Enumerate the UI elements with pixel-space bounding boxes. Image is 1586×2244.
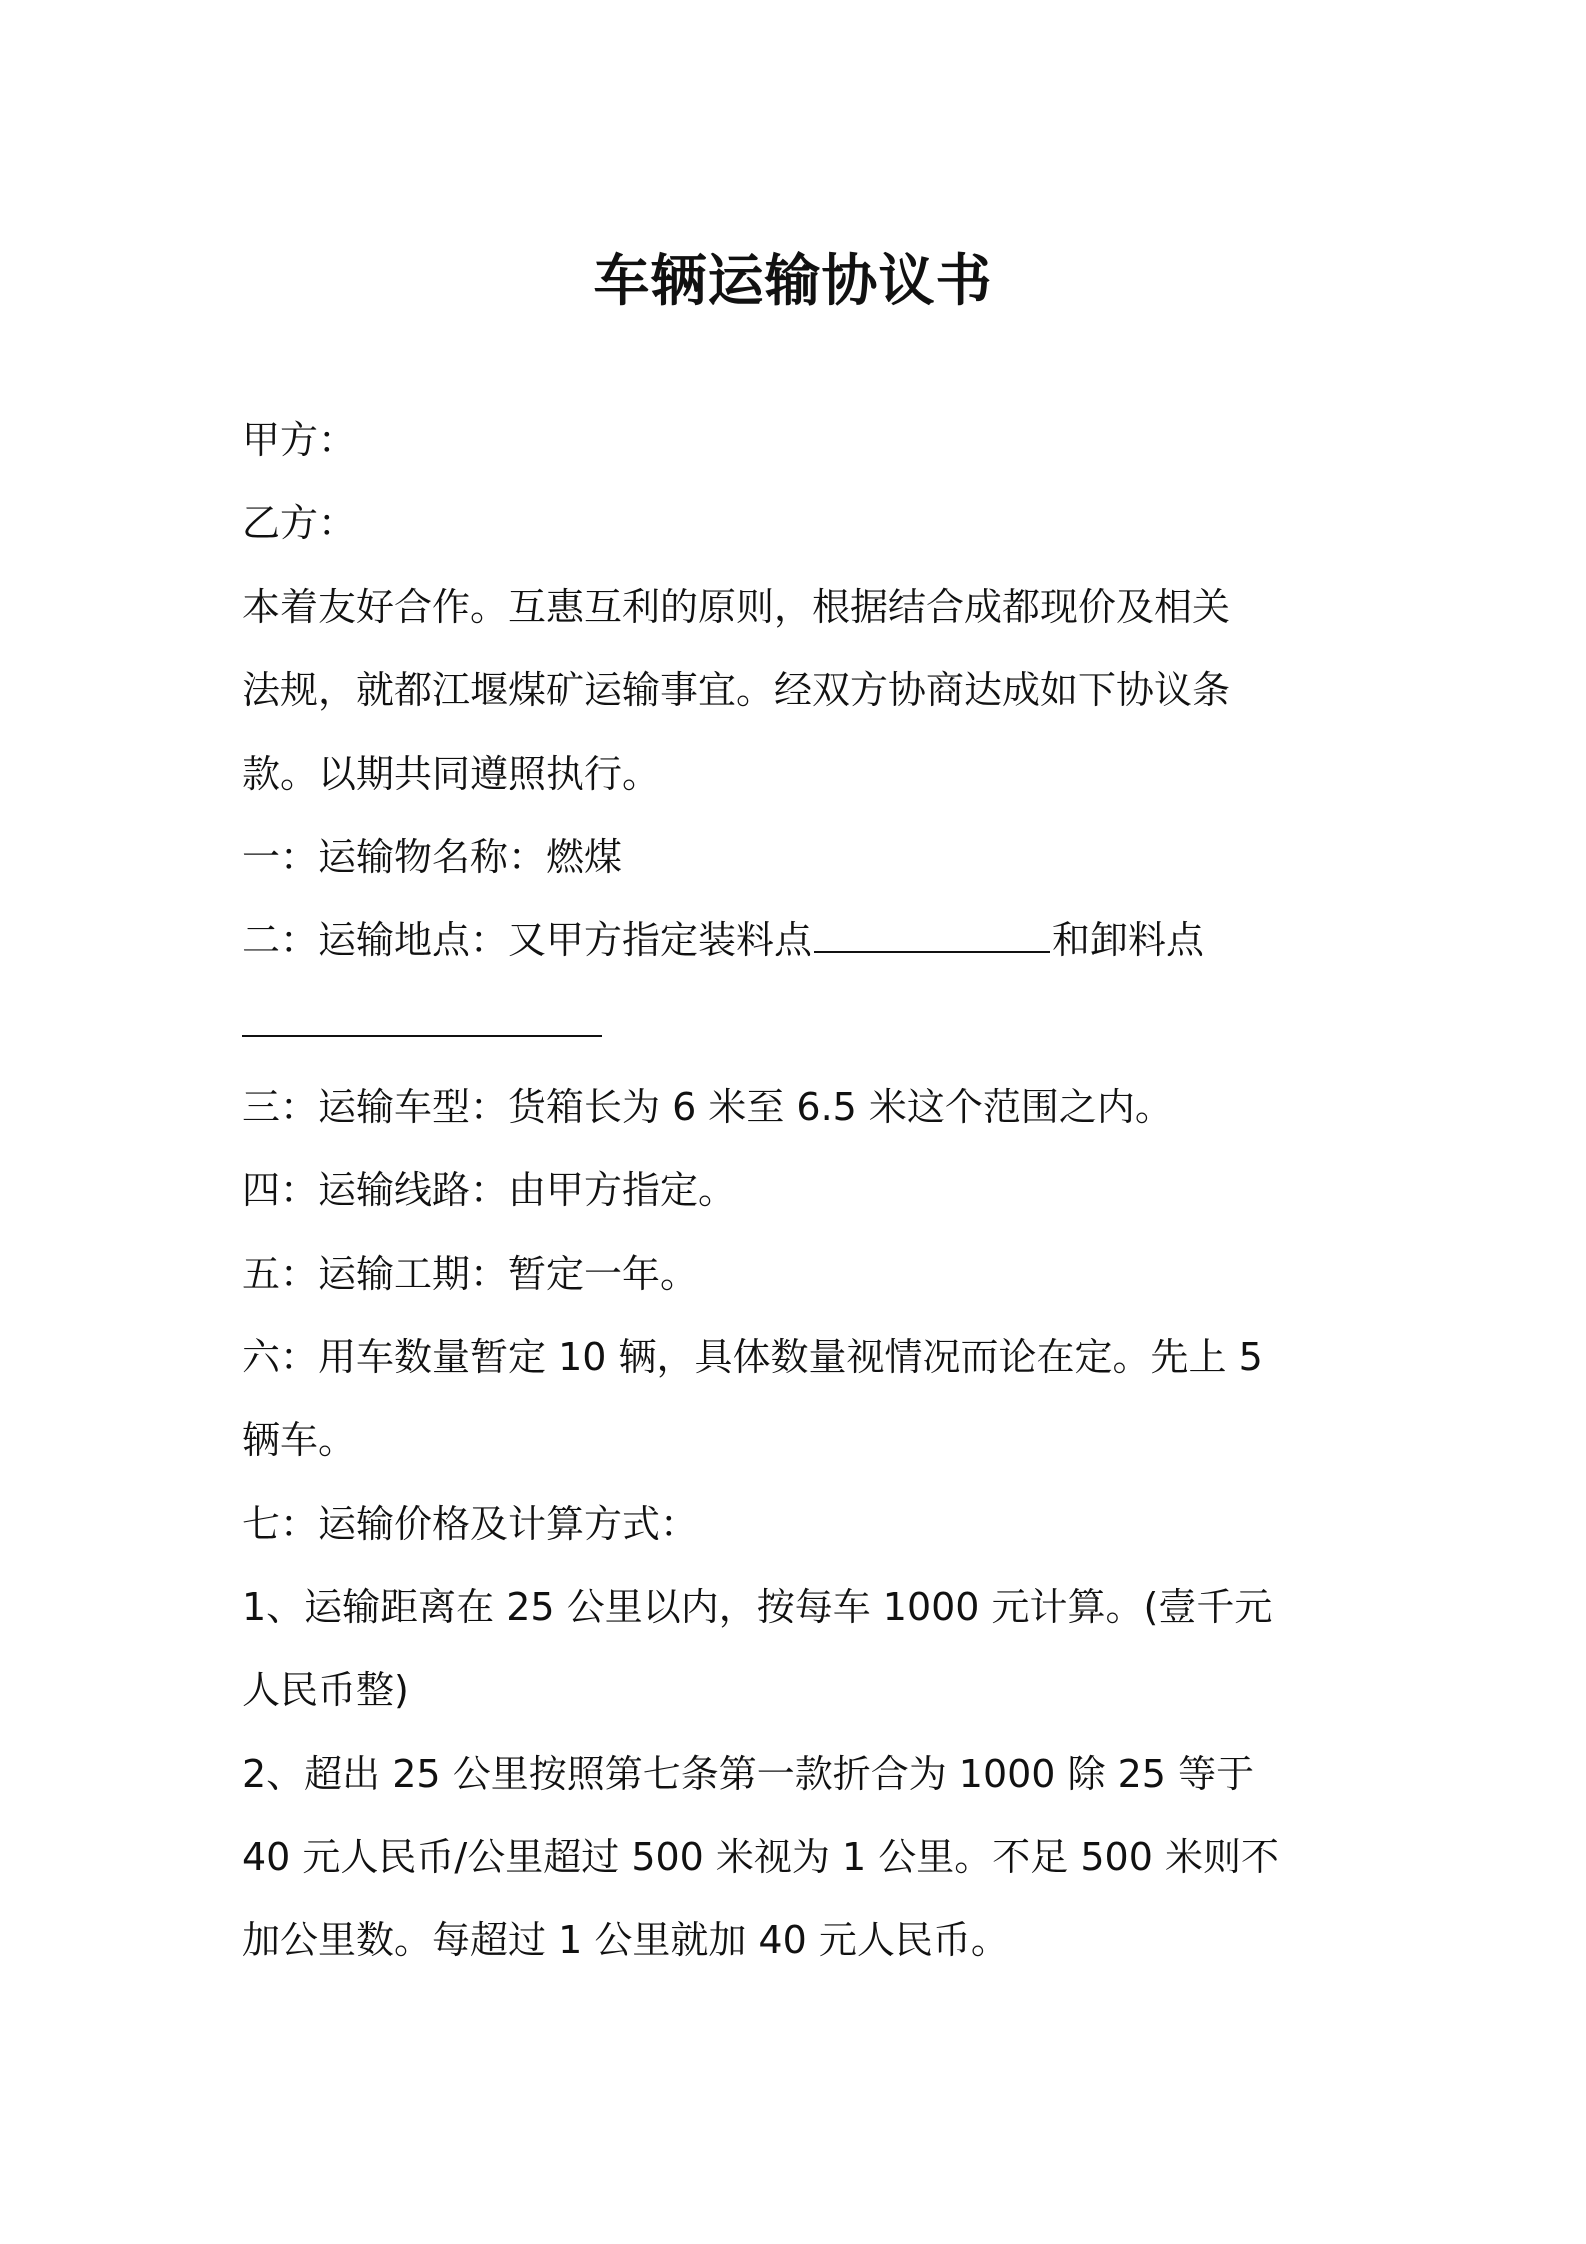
clause-1: 一：运输物名称：燃煤 <box>242 835 623 879</box>
clause-2-continuation <box>242 1002 1362 1048</box>
preamble-line: 本着友好合作。互惠互利的原则，根据结合成都现价及相关 <box>242 585 1231 629</box>
item-1-line: 人民币整) <box>242 1668 409 1712</box>
clause-5: 五：运输工期：暂定一年。 <box>242 1252 699 1296</box>
item-1-line: 1、运输距离在 25 公里以内，按每车 1000 元计算。(壹千元 <box>242 1585 1273 1629</box>
item-2-line: 40 元人民币/公里超过 500 米视为 1 公里。不足 500 米则不 <box>242 1835 1279 1879</box>
preamble-line: 法规，就都江堰煤矿运输事宜。经双方协商达成如下协议条 <box>242 668 1231 712</box>
clause-6-line: 辆车。 <box>242 1418 357 1462</box>
document-title: 车辆运输协议书 <box>593 249 993 314</box>
clause-2-suffix: 和卸料点 <box>1052 918 1205 962</box>
clause-4: 四：运输线路：由甲方指定。 <box>242 1168 737 1212</box>
party-a-line: 甲方： <box>242 418 357 462</box>
party-b-line: 乙方： <box>242 501 357 545</box>
clause-6-line: 六：用车数量暂定 10 辆，具体数量视情况而论在定。先上 5 <box>242 1335 1263 1379</box>
clause-3: 三：运输车型：货箱长为 6 米至 6.5 米这个范围之内。 <box>242 1085 1173 1129</box>
item-2-line: 2、超出 25 公里按照第七条第一款折合为 1000 除 25 等于 <box>242 1752 1255 1796</box>
loading-point-blank <box>814 923 1050 953</box>
preamble-line: 款。以期共同遵照执行。 <box>242 752 661 796</box>
unloading-point-blank <box>242 1007 602 1037</box>
clause-7: 七：运输价格及计算方式： <box>242 1502 699 1546</box>
clause-2-prefix: 二：运输地点：又甲方指定装料点 <box>242 918 813 962</box>
item-2-line: 加公里数。每超过 1 公里就加 40 元人民币。 <box>242 1918 1009 1962</box>
clause-2 <box>242 918 1362 964</box>
